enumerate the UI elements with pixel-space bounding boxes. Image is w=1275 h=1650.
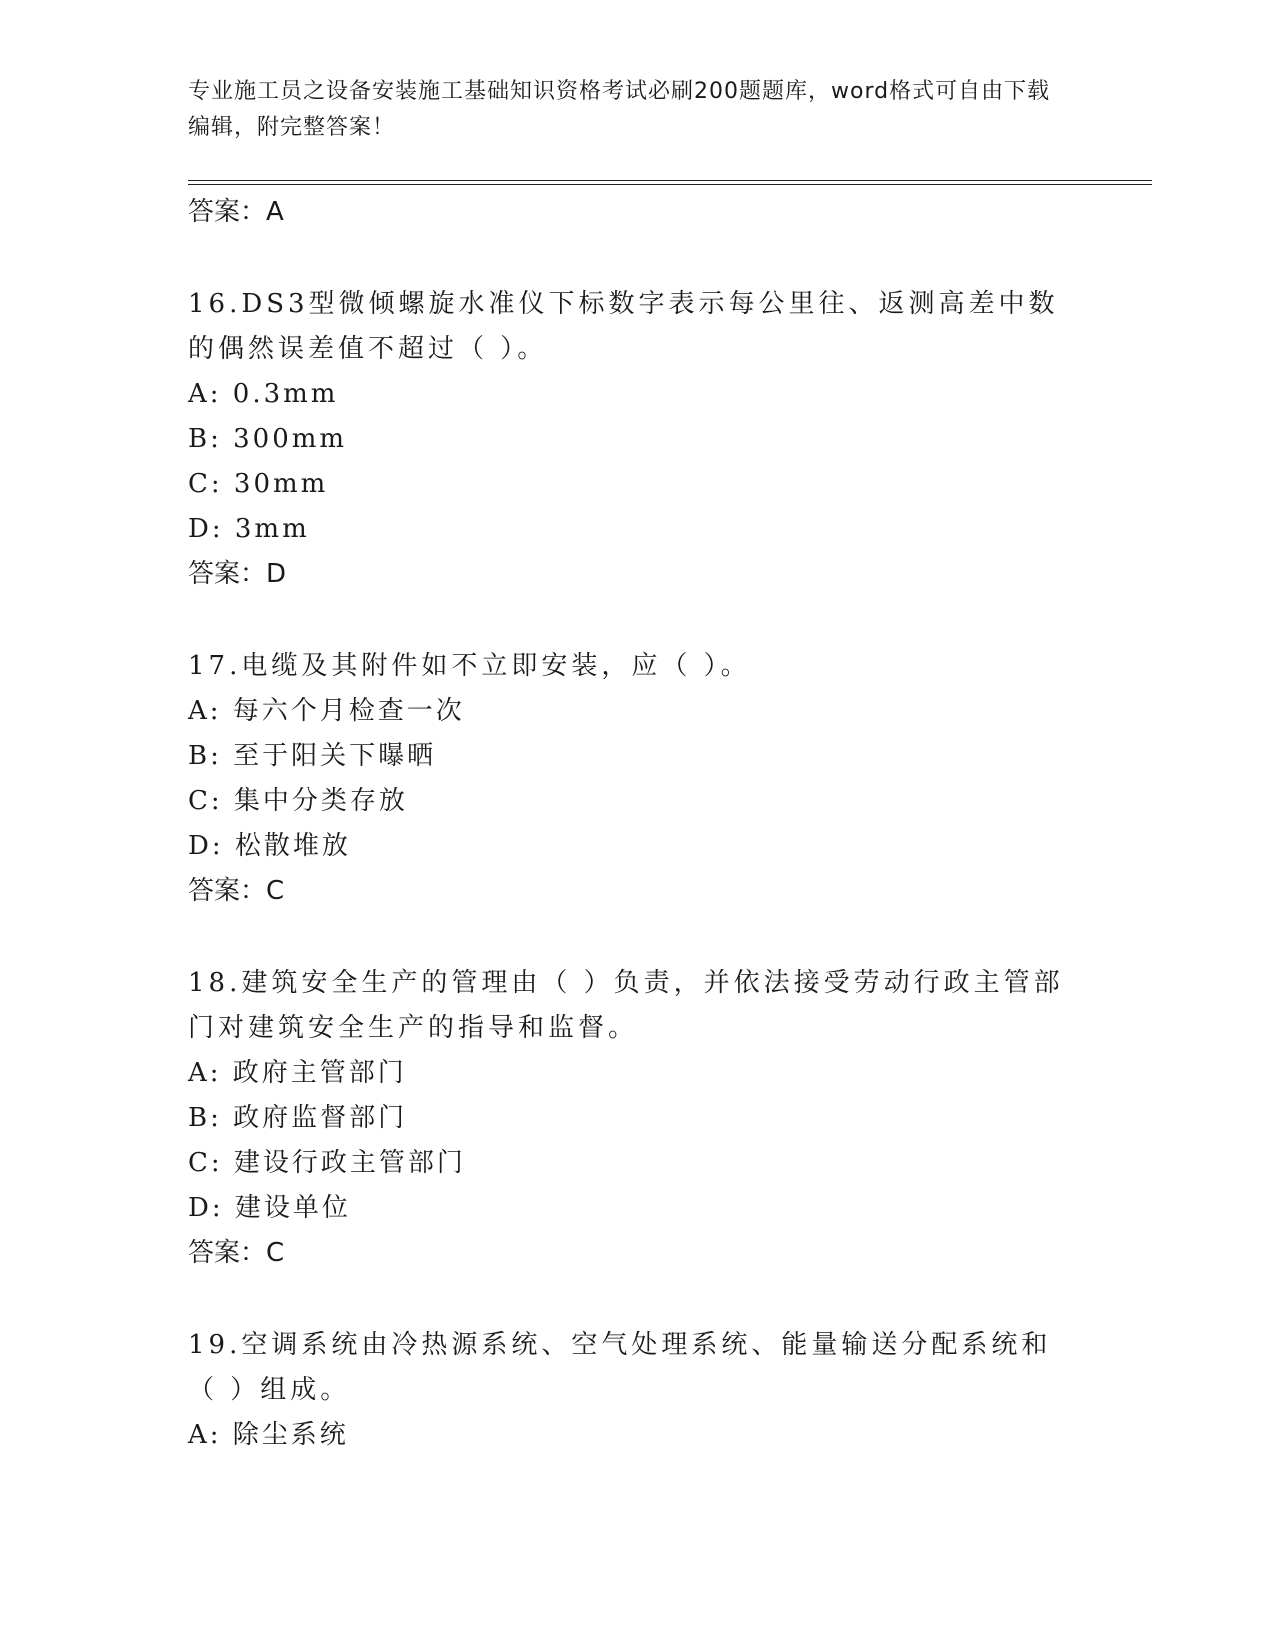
option-b: B: 政府监督部门: [188, 1103, 408, 1133]
header-rule-bottom: [188, 184, 1152, 185]
option-c: C: 集中分类存放: [188, 786, 408, 816]
option-d: D: 松散堆放: [188, 831, 351, 861]
option-c: C: 30mm: [188, 469, 329, 499]
question-block: [188, 1323, 1068, 1458]
question-list: [188, 190, 1068, 1458]
question-text: 17.电缆及其附件如不立即安装，应（ ）。: [188, 651, 751, 681]
answer-line: 答案：A: [188, 197, 284, 227]
question-text: 16.DS3型微倾螺旋水准仪下标数字表示每公里往、返测高差中数的偶然误差值不超过（ ）。: [188, 289, 1059, 364]
header-rule-top: [188, 180, 1152, 181]
option-a: A: 除尘系统: [188, 1420, 349, 1450]
question-text: 18.建筑安全生产的管理由（ ）负责，并依法接受劳动行政主管部门对建筑安全生产的指导和监督。: [188, 968, 1064, 1043]
answer-line: 答案：D: [188, 559, 287, 589]
option-c: C: 建设行政主管部门: [188, 1148, 466, 1178]
option-a: A: 0.3mm: [188, 379, 339, 409]
question-text: 19.空调系统由冷热源系统、空气处理系统、能量输送分配系统和（ ）组成。: [188, 1330, 1052, 1405]
question-block: [188, 644, 1068, 913]
option-b: B: 300mm: [188, 424, 348, 454]
option-a: A: 每六个月检查一次: [188, 696, 465, 726]
question-block: [188, 961, 1068, 1275]
answer-line: 答案：C: [188, 876, 285, 906]
answer-line: 答案：C: [188, 1238, 285, 1268]
option-d: D: 建设单位: [188, 1193, 351, 1223]
question-block: [188, 282, 1068, 596]
option-a: A: 政府主管部门: [188, 1058, 407, 1088]
document-header: 专业施工员之设备安装施工基础知识资格考试必刷200题题库，word格式可自由下载编辑，附完整答案！: [188, 79, 1051, 140]
option-d: D: 3mm: [188, 514, 310, 544]
option-b: B: 至于阳关下曝晒: [188, 741, 437, 771]
